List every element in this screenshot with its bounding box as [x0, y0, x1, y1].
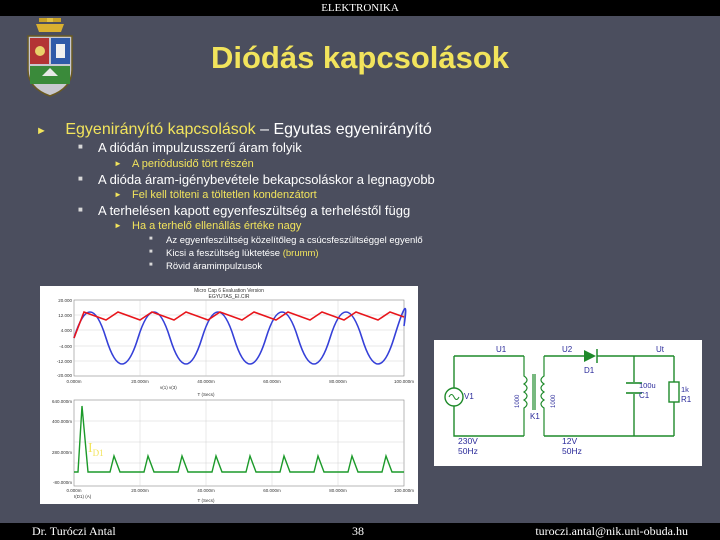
main-bullet: [36, 121, 432, 139]
label-r1-value: 1k: [681, 385, 689, 394]
label-u1: U1: [496, 345, 507, 354]
detail-item: [149, 248, 319, 259]
tick-label: -4.000: [59, 344, 72, 349]
circuit-labels: [458, 345, 692, 456]
square-bullet-icon: ■: [78, 142, 83, 151]
transformer-icon: [524, 356, 544, 436]
triangle-bullet-icon: ►: [36, 125, 47, 137]
label-r1: R1: [681, 395, 692, 404]
tick-label: 400.000m: [51, 419, 72, 424]
detail-item: [149, 261, 263, 272]
tick-label: 640.000m: [51, 399, 72, 404]
label-out-freq: 50Hz: [562, 446, 582, 456]
tick-label: 20.000m: [131, 488, 149, 493]
detail-item: [149, 235, 423, 246]
label-u2: U2: [562, 345, 573, 354]
current-symbol: I: [88, 441, 93, 456]
label-src-freq: 50Hz: [458, 446, 478, 456]
tick-label: 60.000m: [263, 379, 281, 384]
tick-label: 20.000: [58, 298, 72, 303]
detail-highlight: (brumm): [282, 248, 319, 259]
label-ratio1: 1000: [515, 394, 521, 408]
label-k1: K1: [530, 412, 540, 421]
label-c1-value: 100u: [639, 381, 656, 390]
square-bullet-icon: ■: [149, 249, 153, 255]
tick-label: 280.000m: [51, 450, 72, 455]
detail-text: Kicsi a feszültség lüktetése: [166, 248, 283, 259]
square-bullet-icon: ■: [78, 174, 83, 183]
label-ratio2: 1000: [551, 394, 557, 408]
bottom-panel-frame: [74, 400, 404, 486]
current-subscript: D1: [92, 447, 104, 458]
tick-label: 40.000m: [197, 379, 215, 384]
sub-item-text: A periódusidő tört részén: [132, 158, 254, 170]
list-item: [78, 140, 302, 155]
sub-item: [114, 158, 254, 170]
label-c1: C1: [639, 391, 650, 400]
top-panel-frame: [74, 300, 404, 376]
list-item: [78, 172, 435, 187]
sub-item-text: Fel kell tölteni a töltetlen kondenzátort: [132, 189, 317, 201]
label-d1: D1: [584, 366, 595, 375]
label-ut: Ut: [656, 345, 664, 354]
top-xlabel: T (Secs): [197, 392, 215, 397]
resistor-icon: [669, 382, 679, 402]
triangle-bullet-icon: ►: [114, 159, 122, 168]
bottom-trace-label: I(D1) (A): [74, 494, 92, 499]
footer-page-number: 38: [352, 524, 364, 538]
tick-label: 0.000m: [66, 379, 82, 384]
tick-label: 60.000m: [263, 488, 281, 493]
slide-title: Diódás kapcsolások: [210, 40, 510, 75]
plot-header: Micro Cap 6 Evaluation Version: [194, 288, 264, 294]
square-bullet-icon: ■: [149, 262, 153, 268]
tick-label: -20.000: [56, 373, 72, 378]
footer-author: Dr. Turóczi Antal: [32, 524, 116, 538]
bottom-xlabel: T (Secs): [197, 498, 215, 503]
circuit-schematic: [434, 340, 702, 466]
plot-filename: EGYUTAS_EI.CIR: [208, 294, 250, 300]
top-xticks: [66, 379, 414, 384]
tick-label: -80.000m: [52, 480, 72, 485]
detail-text: Rövid áramimpulzusok: [166, 261, 263, 272]
main-bullet-highlight: Egyenirányító kapcsolások: [65, 121, 256, 138]
detail-text: Az egyenfeszültség közelítőleg a csúcsfeszültséggel egyenlő: [166, 235, 423, 246]
label-v1: V1: [464, 392, 474, 401]
tick-label: -12.000: [56, 359, 72, 364]
triangle-bullet-icon: ►: [114, 221, 122, 230]
label-src-voltage: 230V: [458, 436, 478, 446]
item-text: A terhelésen kapott egyenfeszültség a terheléstől függ: [98, 203, 411, 218]
tick-label: 100.000m: [393, 379, 415, 384]
tick-label: 40.000m: [197, 488, 215, 493]
square-bullet-icon: ■: [78, 205, 83, 214]
university-crest-icon: [22, 18, 78, 98]
top-yticks: [57, 298, 73, 378]
tick-label: 20.000m: [131, 379, 149, 384]
main-bullet-rest: – Egyutas egyenirányító: [255, 121, 432, 138]
sub-item-text: Ha a terhelő ellenállás értéke nagy: [132, 220, 302, 232]
footer-bar: [0, 523, 720, 540]
sub-item: [114, 189, 317, 201]
triangle-bullet-icon: ►: [114, 190, 122, 199]
simulation-plot: [40, 286, 418, 504]
tick-label: 100.000m: [393, 488, 415, 493]
square-bullet-icon: ■: [149, 236, 153, 242]
bottom-yticks: [52, 399, 72, 485]
top-trace-label: v(1) v(3): [160, 385, 177, 390]
diode-icon: [584, 350, 596, 362]
footer-email: turoczi.antal@nik.uni-obuda.hu: [535, 524, 688, 538]
label-out-voltage: 12V: [562, 436, 578, 446]
tick-label: 80.000m: [329, 379, 347, 384]
diode-current-label: [88, 441, 104, 458]
item-text: A dióda áram-igénybevétele bekapcsoláskor a legnagyobb: [98, 172, 435, 187]
bottom-xticks: [66, 488, 414, 493]
tick-label: 0.000m: [66, 488, 82, 493]
sub-item: [114, 220, 302, 232]
course-header: ELEKTRONIKA: [0, 0, 720, 16]
item-text: A diódán impulzusszerű áram folyik: [98, 140, 302, 155]
tick-label: 80.000m: [329, 488, 347, 493]
tick-label: 4.000: [60, 328, 72, 333]
list-item: [78, 203, 411, 218]
tick-label: 12.000: [58, 313, 72, 318]
